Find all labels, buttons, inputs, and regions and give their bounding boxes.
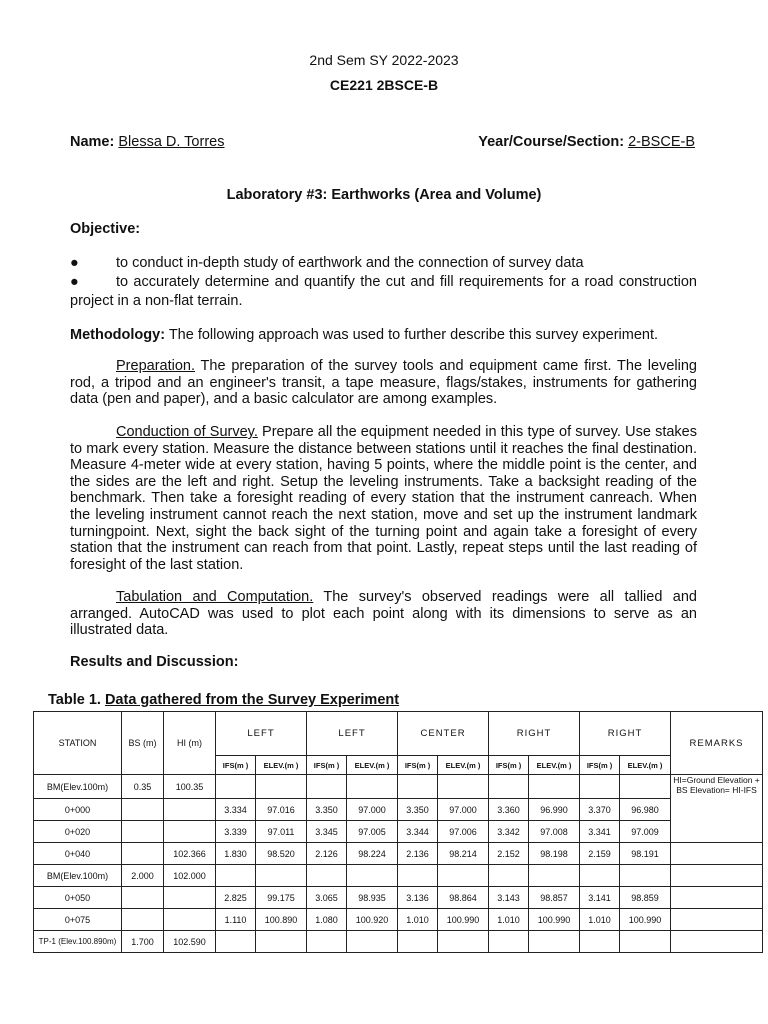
station-cell: 0+040: [34, 843, 122, 865]
objective-item-text: to accurately determine and quantify the cut and fill requirements for a road construction project in a non-flat terrain.: [70, 274, 697, 309]
table-row: [34, 775, 763, 799]
group-header-right: RIGHT: [580, 712, 671, 756]
objective-item: [70, 254, 697, 273]
elev-cell: [347, 775, 398, 799]
elev-cell: 97.006: [438, 821, 489, 843]
elev-subheader: ELEV.(m ): [438, 756, 489, 775]
elev-subheader: ELEV.(m ): [529, 756, 580, 775]
hi-header: HI (m): [164, 712, 216, 775]
elev-cell: 97.008: [529, 821, 580, 843]
ifs-cell: 3.350: [398, 799, 438, 821]
hi-cell: [164, 887, 216, 909]
bs-cell: 0.35: [122, 775, 164, 799]
elev-cell: 98.857: [529, 887, 580, 909]
elev-cell: [438, 931, 489, 953]
ifs-cell: 3.370: [580, 799, 620, 821]
hi-cell: 102.590: [164, 931, 216, 953]
ifs-cell: 3.065: [307, 887, 347, 909]
group-header-left: LEFT: [216, 712, 307, 756]
ifs-cell: 3.344: [398, 821, 438, 843]
group-header-center: CENTER: [398, 712, 489, 756]
elev-subheader: ELEV.(m ): [256, 756, 307, 775]
remarks-cell: [671, 865, 763, 887]
table-row: [34, 931, 763, 953]
hi-cell: [164, 821, 216, 843]
section-text: The preparation of the survey tools and equipment came first. The leveling rod, a tripod and an engineer's transit, a tape measure, flags/stakes, instruments for gathering data (pen and paper), and a basic calculator are among examples.: [70, 358, 697, 408]
elev-cell: 100.990: [438, 909, 489, 931]
ifs-subheader: IFS(m ): [489, 756, 529, 775]
bs-cell: [122, 887, 164, 909]
remarks-cell: [671, 909, 763, 931]
elev-cell: 98.935: [347, 887, 398, 909]
ifs-cell: [216, 865, 256, 887]
elev-cell: 98.520: [256, 843, 307, 865]
bs-header: BS (m): [122, 712, 164, 775]
elev-cell: [256, 931, 307, 953]
ifs-cell: 1.110: [216, 909, 256, 931]
hi-cell: 100.35: [164, 775, 216, 799]
ifs-cell: [398, 865, 438, 887]
ifs-cell: [307, 865, 347, 887]
elev-cell: 100.920: [347, 909, 398, 931]
station-cell: TP-1 (Elev.100.890m): [34, 931, 122, 953]
station-cell: 0+000: [34, 799, 122, 821]
ifs-cell: 3.143: [489, 887, 529, 909]
ifs-cell: [580, 931, 620, 953]
ifs-cell: [580, 775, 620, 799]
remarks-cell: [671, 931, 763, 953]
ifs-subheader: IFS(m ): [398, 756, 438, 775]
survey-data-table: [33, 711, 763, 953]
ifs-cell: [307, 931, 347, 953]
station-cell: 0+020: [34, 821, 122, 843]
group-header-left: LEFT: [307, 712, 398, 756]
results-heading: Results and Discussion:: [70, 654, 239, 670]
ifs-cell: 3.342: [489, 821, 529, 843]
remarks-header: REMARKS: [671, 712, 763, 775]
ifs-cell: [216, 931, 256, 953]
elev-cell: 97.016: [256, 799, 307, 821]
section-title: Tabulation and Computation.: [116, 589, 314, 605]
remarks-cell: HI=Ground Elevation + BS Elevation= HI-IFS: [671, 775, 763, 843]
elev-cell: [529, 865, 580, 887]
ifs-cell: 3.334: [216, 799, 256, 821]
elev-cell: 99.175: [256, 887, 307, 909]
ifs-cell: [489, 865, 529, 887]
table-row: [34, 865, 763, 887]
table-row: [34, 821, 763, 843]
methodology-intro: [70, 327, 697, 344]
bs-cell: [122, 821, 164, 843]
ifs-cell: 2.126: [307, 843, 347, 865]
elev-cell: 97.000: [438, 799, 489, 821]
methodology-section-conduction: [70, 424, 697, 573]
methodology-section-preparation: [70, 358, 697, 408]
elev-cell: [438, 775, 489, 799]
elev-cell: [529, 931, 580, 953]
hi-cell: 102.366: [164, 843, 216, 865]
ifs-cell: 3.360: [489, 799, 529, 821]
ifs-cell: 1.010: [398, 909, 438, 931]
elev-cell: [529, 775, 580, 799]
bullet-icon: ●: [70, 274, 79, 290]
bs-cell: 2.000: [122, 865, 164, 887]
station-cell: 0+075: [34, 909, 122, 931]
hi-cell: [164, 909, 216, 931]
methodology-heading: Methodology:: [70, 327, 166, 343]
elev-cell: 98.191: [620, 843, 671, 865]
group-header-right: RIGHT: [489, 712, 580, 756]
ifs-cell: 3.339: [216, 821, 256, 843]
ifs-cell: [307, 775, 347, 799]
elev-cell: 98.864: [438, 887, 489, 909]
elev-cell: [256, 775, 307, 799]
elev-cell: [347, 931, 398, 953]
table-row: [34, 887, 763, 909]
elev-cell: 100.990: [529, 909, 580, 931]
ifs-cell: 3.350: [307, 799, 347, 821]
section-value: 2-BSCE-B: [628, 134, 695, 150]
ifs-cell: 2.136: [398, 843, 438, 865]
ifs-cell: [398, 775, 438, 799]
remarks-cell: [671, 887, 763, 909]
table-row: [34, 799, 763, 821]
elev-cell: 97.000: [347, 799, 398, 821]
objective-item: [70, 273, 697, 311]
ifs-cell: [216, 775, 256, 799]
ifs-subheader: IFS(m ): [580, 756, 620, 775]
elev-cell: 100.990: [620, 909, 671, 931]
methodology-intro-text: The following approach was used to further describe this survey experiment.: [168, 327, 659, 343]
elev-cell: [256, 865, 307, 887]
ifs-cell: 3.136: [398, 887, 438, 909]
ifs-cell: [489, 931, 529, 953]
bs-cell: [122, 799, 164, 821]
ifs-subheader: IFS(m ): [216, 756, 256, 775]
ifs-cell: 2.159: [580, 843, 620, 865]
elev-cell: 96.990: [529, 799, 580, 821]
elev-cell: [347, 865, 398, 887]
section-label: Year/Course/Section:: [478, 134, 625, 150]
ifs-cell: 3.345: [307, 821, 347, 843]
section-text: Prepare all the equipment needed in this type of survey. Use stakes to mark every station. Measure the distance between stations until it reaches the final destination. Measure 4-meter wide at every station, having 5 points, where the middle point is the center, and the sides are the left and right. Setup the leveling instruments. Take a backsight reading of the benchmark. Then take a foresight reading of every station that the instrument canreach. When the leveling instrument cannot reach the next station, move and set up the instrument landmark turningpoint. Next, sight the back sight of the turning point and again take a foresight of every station that the instrument can reach from that point. Lastly, repeat steps until the last reading of foresight of the last station.: [70, 424, 697, 573]
ifs-subheader: IFS(m ): [307, 756, 347, 775]
objective-item-text: to conduct in-depth study of earthwork and the connection of survey data: [116, 255, 584, 271]
elev-cell: [620, 865, 671, 887]
section-title: Conduction of Survey.: [116, 424, 258, 440]
station-cell: BM(Elev.100m): [34, 775, 122, 799]
elev-cell: [620, 775, 671, 799]
elev-cell: 98.859: [620, 887, 671, 909]
elev-cell: 97.009: [620, 821, 671, 843]
table-caption-title: Data gathered from the Survey Experiment: [104, 692, 400, 708]
ifs-cell: [580, 865, 620, 887]
elev-cell: 97.005: [347, 821, 398, 843]
ifs-cell: [398, 931, 438, 953]
methodology-section-tabulation: [70, 589, 697, 639]
section-line: [478, 134, 695, 150]
elev-subheader: ELEV.(m ): [620, 756, 671, 775]
elev-cell: 98.214: [438, 843, 489, 865]
table-row: [34, 843, 763, 865]
bullet-icon: ●: [70, 255, 79, 271]
ifs-cell: 1.010: [580, 909, 620, 931]
hi-cell: 102.000: [164, 865, 216, 887]
station-cell: BM(Elev.100m): [34, 865, 122, 887]
course-line: CE221 2BSCE-B: [329, 77, 439, 93]
bs-cell: [122, 909, 164, 931]
bs-cell: 1.700: [122, 931, 164, 953]
name-label: Name:: [70, 134, 115, 150]
table-caption-prefix: Table 1.: [48, 692, 101, 708]
section-text: The survey's observed readings were all tallied and arranged. AutoCAD was used to plot each point along with its dimensions to serve as an illustrated data.: [70, 589, 697, 639]
elev-cell: [438, 865, 489, 887]
lab-title: Laboratory #3: Earthworks (Area and Volume): [226, 187, 542, 203]
table-caption: [48, 692, 399, 708]
ifs-cell: [489, 775, 529, 799]
ifs-cell: 1.010: [489, 909, 529, 931]
station-header: STATION: [34, 712, 122, 775]
elev-subheader: ELEV.(m ): [347, 756, 398, 775]
ifs-cell: 2.825: [216, 887, 256, 909]
bs-cell: [122, 843, 164, 865]
ifs-cell: 3.341: [580, 821, 620, 843]
section-title: Preparation.: [116, 358, 195, 374]
elev-cell: 100.890: [256, 909, 307, 931]
elev-cell: 98.198: [529, 843, 580, 865]
elev-cell: 96.980: [620, 799, 671, 821]
hi-cell: [164, 799, 216, 821]
remarks-cell: [671, 843, 763, 865]
elev-cell: [620, 931, 671, 953]
elev-cell: 97.011: [256, 821, 307, 843]
semester-line: 2nd Sem SY 2022-2023: [309, 52, 459, 68]
ifs-cell: 2.152: [489, 843, 529, 865]
ifs-cell: 1.830: [216, 843, 256, 865]
ifs-cell: 1.080: [307, 909, 347, 931]
ifs-cell: 3.141: [580, 887, 620, 909]
name-value: Blessa D. Torres: [118, 134, 225, 150]
elev-cell: 98.224: [347, 843, 398, 865]
objective-heading: Objective:: [70, 221, 141, 237]
station-cell: 0+050: [34, 887, 122, 909]
student-name-line: [70, 134, 224, 150]
table-row: [34, 909, 763, 931]
